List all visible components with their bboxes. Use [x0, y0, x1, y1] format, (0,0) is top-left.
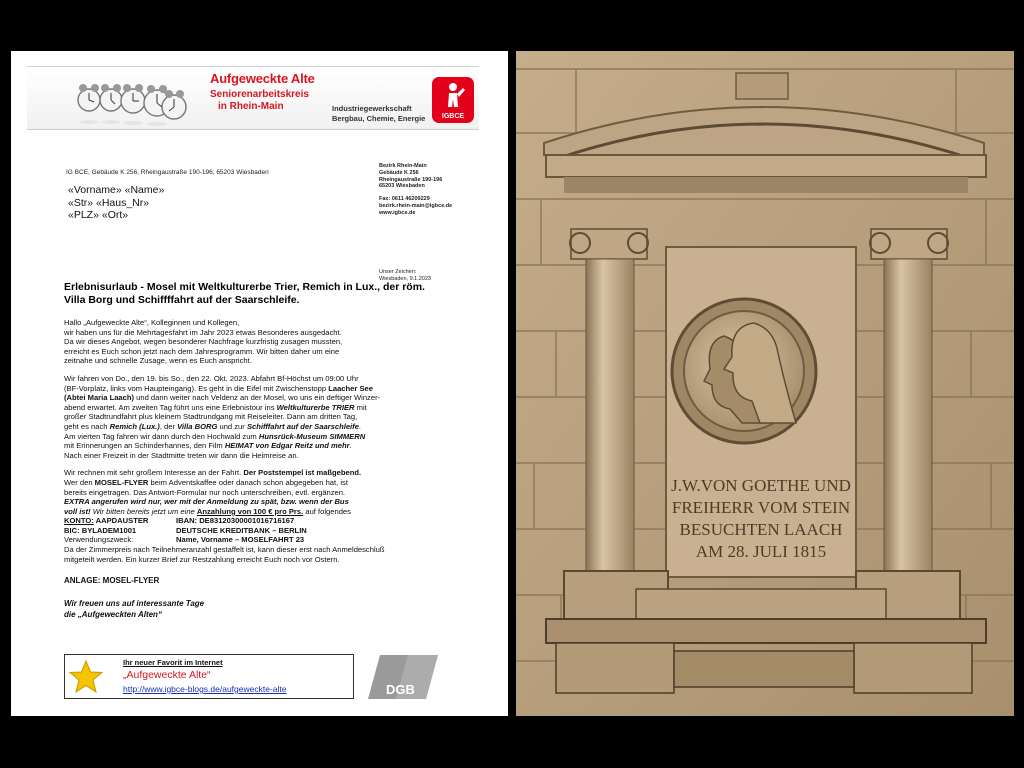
star-icon	[68, 659, 104, 695]
text-bold: MOSEL-FLYER	[94, 477, 149, 487]
text: erreicht es Euch schon jetzt nach dem Jahresprogramm. Wir bitten daher um eine	[64, 346, 340, 356]
igbce-name-line1: Industriegewerkschaft	[332, 104, 412, 113]
text-bold-italic: EXTRA angerufen wird nur, wer mit der Anmeldung zu spät, bzw. wenn der Bus	[64, 497, 349, 507]
text: Da der Zimmerpreis nach Teilnehmeranzahl gestaffelt ist, kann dieser erst nach Anmeldeschluß	[64, 545, 385, 555]
aw-subtitle	[210, 89, 309, 113]
sender-line: IG BCE, Gebäude K 256, Rheingaustraße 190-196, 65203 Wiesbaden	[66, 169, 269, 176]
account-label: KONTO:	[64, 516, 94, 526]
bezirk-web: www.igbce.de	[379, 209, 416, 216]
attachment-note: ANLAGE: MOSEL-FLYER	[64, 576, 160, 586]
iban: IBAN: DE83120300001016716167	[176, 516, 295, 526]
text: und zur	[217, 421, 247, 431]
paragraph-anlage	[64, 576, 484, 586]
paragraph-payment	[64, 468, 484, 564]
text: Am vierten Tag fahren wir dann durch den Hochwald zum	[64, 431, 259, 441]
text-bold-italic: Hunsrück-Museum SIMMERN	[258, 431, 366, 441]
down-payment-amount: Anzahlung von 100 € pro Prs.	[196, 506, 304, 516]
text-bold-italic: Remich (Lux.)	[109, 421, 160, 431]
aw-subtitle-line2: in Rhein-Main	[218, 101, 284, 112]
text: , der	[159, 421, 178, 431]
letterhead-banner	[27, 66, 479, 130]
text-bold-italic: Schifffahrt auf der Saarschleife	[246, 421, 359, 431]
igbce-name-line2: Bergbau, Chemie, Energie	[332, 113, 426, 123]
text: Nach einer Freizeit in der Stadtmitte treten wir dann die Heimreise an.	[64, 450, 299, 460]
text: und dann weiter nach Veldenz an der Mosel, wo uns ein deftiger Winzer-	[134, 393, 381, 403]
text: Wer den	[64, 477, 95, 487]
letter-date: Wiesbaden, 9.1.2023	[379, 275, 431, 282]
text: mit	[354, 402, 367, 412]
paragraph-itinerary	[64, 374, 484, 460]
text: .	[349, 441, 352, 451]
recipient-line: «Str» «Haus_Nr»	[68, 196, 150, 209]
text: abend erwartet. Am zweiten Tag führt uns eine Erlebnistour ins	[64, 402, 277, 412]
bank-name: DEUTSCHE KREDITBANK – BERLIN	[176, 525, 307, 535]
recipient-address	[68, 184, 164, 222]
purpose-label: Verwendungszweck:	[64, 535, 134, 545]
plaque-line: FREIHERR VOM STEIN	[671, 498, 851, 517]
closing	[64, 598, 484, 620]
igbce-logo-text: IGBCE	[441, 113, 465, 120]
text-bold-italic: voll ist!	[64, 506, 93, 516]
closing-line: Wir freuen uns auf interessante Tage	[64, 598, 205, 608]
text: auf folgendes	[303, 506, 351, 516]
alarm-clocks-icon	[67, 67, 187, 127]
text-bold-italic: Villa BORG	[177, 421, 218, 431]
text: Wir fahren von Do., den 19. bis So., den 22. Okt. 2023. Abfahrt Bf-Höchst um 09:00 Uhr	[64, 373, 359, 383]
favorite-caption: Ihr neuer Favorit im Internet	[123, 658, 223, 667]
bezirk-line: Bezirk Rhein-Main	[379, 163, 427, 169]
bic: BIC: BYLADEM1001	[64, 525, 137, 535]
plaque-photo	[516, 51, 1014, 716]
text: Hallo „Aufgeweckte Alte“, Kolleginnen und Kollegen,	[64, 318, 240, 327]
igbce-name	[332, 104, 425, 123]
stone-wall-illustration	[516, 51, 1014, 716]
text-bold-italic: Weltkulturerbe TRIER	[276, 402, 355, 412]
igbce-figure-icon	[432, 77, 474, 113]
text-bold-italic: HEIMAT von Edgar Reitz und mehr	[224, 441, 350, 451]
dgb-logo	[368, 655, 438, 699]
text: großer Stadtrundfahrt plus kleinem Stadtrundgang mit Reiseleiter. Dann am dritten Tag,	[64, 412, 358, 422]
letter-document	[11, 51, 508, 716]
text: Wir rechnen mit sehr großem Interesse an der Fahrt.	[64, 468, 244, 478]
letter-subject: Erlebnisurlaub - Mosel mit Weltkulturerbe Trier, Remich in Lux., der röm. Villa Borg und Schiffffahrt auf der Saarschleife.	[64, 281, 425, 306]
aw-subtitle-line1: Seniorenarbeitskreis	[210, 89, 309, 100]
plaque-line: BESUCHTEN LAACH	[679, 520, 843, 539]
reference-label: Unser Zeichen:	[379, 269, 417, 275]
plaque-line: AM 28. JULI 1815	[695, 542, 827, 561]
letter-body	[64, 318, 484, 628]
bezirk-email: bezirk.rhein-main@igbce.de	[379, 202, 453, 209]
account-holder: AAPDAUSTER	[93, 516, 149, 526]
bezirk-line: 65203 Wiesbaden	[379, 183, 425, 190]
text-bold: (Abtei Maria Laach)	[64, 393, 135, 403]
bezirk-line: Gebäude K 256	[379, 169, 419, 176]
igbce-logo	[432, 77, 474, 123]
text: Da wir dieses Angebot, wegen besonderer Nachfrage kurzfristig zusagen mussten,	[64, 337, 343, 347]
plaque-line: J.W.VON GOETHE UND	[671, 476, 851, 495]
blog-link[interactable]: http://www.igbce-blogs.de/aufgeweckte-alte	[123, 684, 287, 694]
recipient-line: «Vorname» «Name»	[68, 184, 165, 196]
text: geht es nach	[64, 421, 110, 431]
text: mit Erinnerungen an Schinderhannes, den Film	[64, 441, 225, 451]
text-bold: Laacher See	[328, 383, 373, 393]
purpose-value: Name, Vorname – MOSELFAHRT 23	[176, 535, 305, 545]
recipient-line: «PLZ» «Ort»	[68, 209, 129, 221]
text-italic: Wir bitten bereits jetzt um eine	[92, 506, 197, 516]
bezirk-fax: Fax: 0611 46209229	[379, 196, 430, 203]
favorite-box	[64, 654, 354, 699]
text: .	[358, 421, 362, 431]
text: mitgeteilt werden. Ein kurzer Brief zur Restzahlung erreicht Euch noch vor Ostern.	[64, 554, 340, 564]
text: beim Adventskaffee oder danach schon abgegeben hat, ist	[148, 477, 348, 487]
text-bold: Der Poststempel ist maßgebend.	[243, 468, 362, 478]
dgb-logo-text: DGB	[386, 682, 415, 697]
favorite-title: „Aufgeweckte Alte“	[123, 669, 211, 681]
text: zeitnahe und schnelle Zusage, wenn es Euch anspricht.	[64, 356, 252, 366]
paragraph-greeting	[64, 318, 484, 366]
text: bereits eingetragen. Das Antwort-Formular nur noch unterschreiben, evtl. ergänzen.	[64, 487, 346, 497]
aw-title: Aufgeweckte Alte	[210, 71, 315, 86]
bezirk-line: Rheingaustraße 190-196	[379, 176, 443, 183]
text: (BF-Vorplatz, links vom Haupteingang). Es geht in die Eifel mit Zwischenstopp	[64, 383, 329, 393]
text: wir haben uns für die Mehrtagesfahrt im Jahr 2023 etwas Besonderes ausgedacht.	[64, 327, 342, 337]
bezirk-address	[379, 163, 452, 217]
closing-line: die „Aufgeweckten Alten“	[64, 609, 162, 619]
